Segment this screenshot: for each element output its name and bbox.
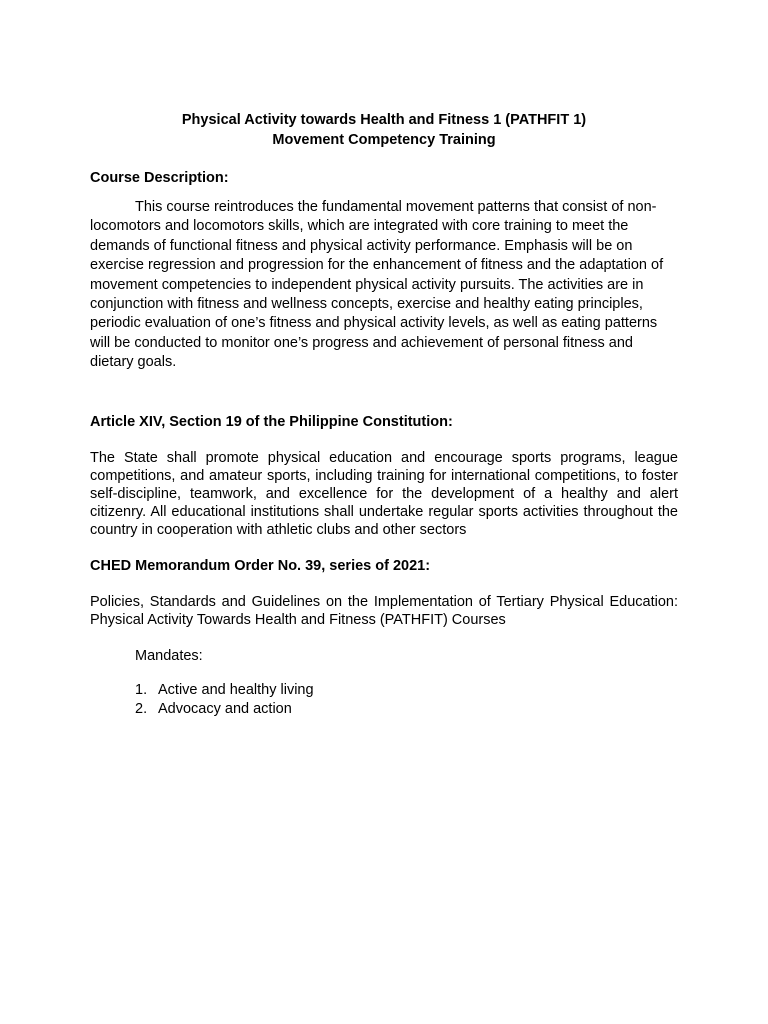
list-item-text: Advocacy and action xyxy=(158,700,292,717)
ched-body: Policies, Standards and Guidelines on the Implementation of Tertiary Physical Education: Physical Activity Towards Health and Fitness (PATHFIT) Courses xyxy=(90,593,678,628)
document-subtitle: Movement Competency Training xyxy=(272,132,496,148)
ched-heading: CHED Memorandum Order No. 39, series of 2021: xyxy=(90,557,431,574)
list-item xyxy=(135,681,678,700)
document-title: Physical Activity towards Health and Fitness 1 (PATHFIT 1) xyxy=(181,112,587,128)
constitution-body: The State shall promote physical education and encourage sports programs, league competitions, and amateur sports, including training for international competitions, to foster self-discipline, teamwork, and excellence for the development of a healthy and alert citizenry. All educational institutions shall undertake regular sports activities throughout the country in cooperation with athletic clubs and other sectors xyxy=(90,449,678,538)
course-description-heading: Course Description: xyxy=(90,170,229,186)
list-item-text: Active and healthy living xyxy=(158,681,314,698)
list-item xyxy=(135,700,678,719)
list-item-number: 1. xyxy=(135,681,148,698)
list-item-number: 2. xyxy=(135,700,148,717)
course-description-body: This course reintroduces the fundamental movement patterns that consist of non-locomotors and locomotors skills, which are integrated with core training to meet the demands of functional fitness and physical activity performance. Emphasis will be on exercise regression and progression for the enhancement of fitness and the adaptation of movement competencies to independent physical activity pursuits. The activities are in conjunction with fitness and wellness concepts, exercise and healthy eating principles, periodic evaluation of one’s fitness and physical activity levels, as well as eating patterns will be conducted to monitor one’s progress and achievement of personal fitness and dietary goals. xyxy=(90,199,664,371)
mandates-label: Mandates: xyxy=(135,647,203,664)
document-page xyxy=(90,110,678,719)
constitution-heading: Article XIV, Section 19 of the Philippine Constitution: xyxy=(90,413,453,430)
mandates-list xyxy=(90,681,678,719)
